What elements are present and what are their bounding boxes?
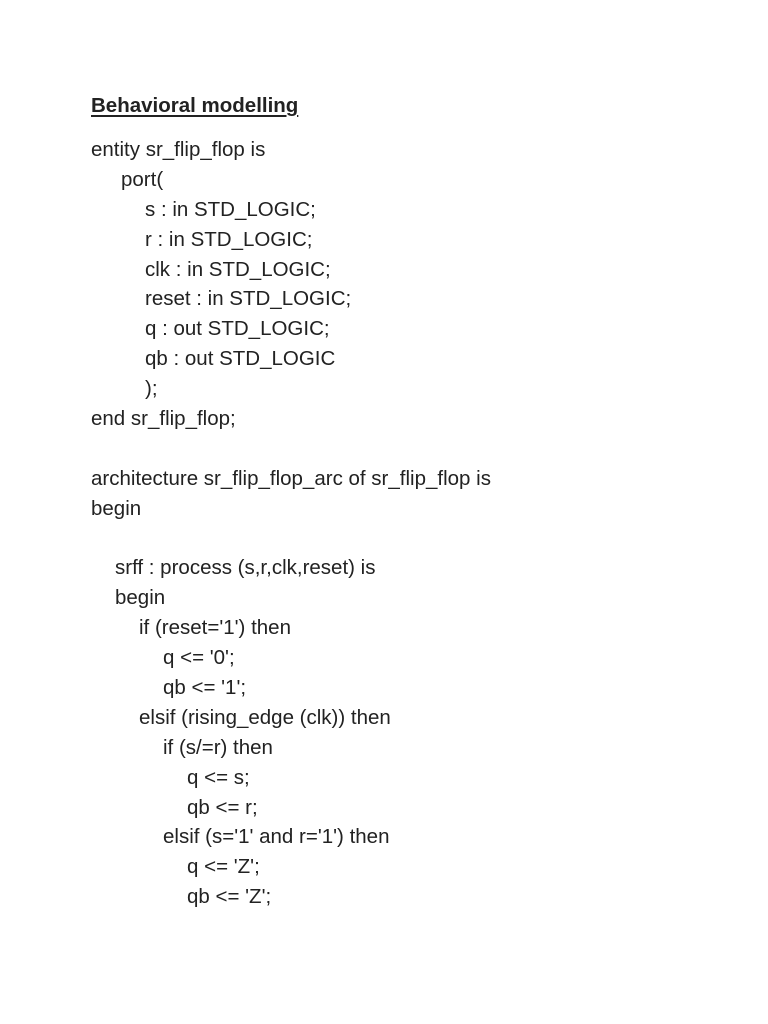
code-line: q <= s; (187, 765, 250, 789)
code-line: q <= '0'; (163, 646, 235, 670)
code-line: q <= 'Z'; (187, 855, 260, 879)
code-line: if (reset='1') then (139, 616, 291, 640)
code-line: if (s/=r) then (163, 735, 273, 759)
code-line-blank (91, 524, 751, 554)
code-line: qb <= '1'; (163, 676, 247, 700)
code-line: q : out STD_LOGIC; (145, 317, 330, 341)
code-line-blank (91, 434, 751, 464)
code-line: end sr_flip_flop; (91, 407, 236, 431)
code-line: begin (91, 496, 142, 520)
code-line: r : in STD_LOGIC; (145, 227, 313, 251)
code-line: port( (121, 167, 164, 191)
code-line: srff : process (s,r,clk,reset) is (115, 556, 376, 580)
code-line: architecture sr_flip_flop_arc of sr_flip_flop is (91, 466, 491, 490)
code-line: qb <= 'Z'; (187, 885, 272, 909)
code-line: elsif (rising_edge (clk)) then (139, 705, 391, 729)
code-line: elsif (s='1' and r='1') then (163, 825, 390, 849)
code-block (91, 135, 751, 912)
code-line: ); (145, 377, 158, 401)
section-heading: Behavioral modelling (91, 94, 299, 117)
code-line: clk : in STD_LOGIC; (145, 257, 331, 281)
code-line: begin (115, 586, 166, 610)
code-line: entity sr_flip_flop is (91, 138, 266, 161)
code-line: reset : in STD_LOGIC; (145, 287, 352, 311)
code-line: qb : out STD_LOGIC (145, 347, 336, 371)
code-line: qb <= r; (187, 795, 258, 819)
code-line: s : in STD_LOGIC; (145, 197, 316, 221)
